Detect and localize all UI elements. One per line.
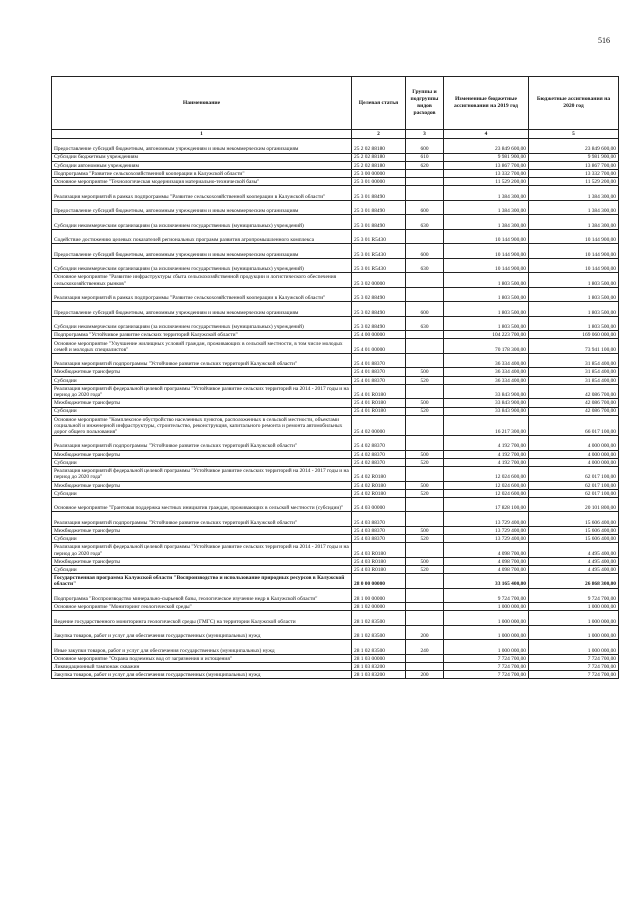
row-amount-2019-cell: 1 000 000,00: [444, 603, 529, 611]
row-name-cell: Закупка товаров, работ и услуг для обеспечения государственных (муниципальных) нужд: [52, 671, 352, 679]
table-row: [52, 535, 619, 543]
row-amount-2020-cell: 66 017 100,00: [529, 415, 619, 436]
row-amount-2019-cell: 13 332 700,00: [444, 169, 529, 177]
row-amount-2020-cell: 4 000 000,00: [529, 450, 619, 458]
row-amount-2020-cell: 62 017 100,00: [529, 467, 619, 482]
row-amount-2019-cell: 7 724 700,00: [444, 654, 529, 662]
row-amount-2020-cell: 62 017 100,00: [529, 481, 619, 489]
row-name-cell: Субсидии автономным учреждениям: [52, 161, 352, 169]
row-target-article-cell: 28 1 02 83500: [352, 611, 406, 626]
row-amount-2020-cell: 9 981 900,00: [529, 153, 619, 161]
row-amount-2019-cell: 1 803 500,00: [444, 302, 529, 317]
row-amount-2019-cell: 9 724 700,00: [444, 588, 529, 603]
row-name-cell: Ведение государственного мониторинга геологической среды (ГМГС) на территории Калужской области: [52, 611, 352, 626]
row-amount-2019-cell: 4 098 700,00: [444, 543, 529, 558]
row-name-cell: Субсидии: [52, 566, 352, 574]
row-amount-2020-cell: 26 868 300,00: [529, 574, 619, 589]
row-amount-2019-cell: 1 803 500,00: [444, 316, 529, 331]
table-row: [52, 139, 619, 154]
table-row: [52, 153, 619, 161]
row-name-cell: Субсидии некоммерческим организациям (за исключением государственных (муниципальных) учреждений): [52, 316, 352, 331]
table-row: [52, 512, 619, 527]
table-row: [52, 399, 619, 407]
row-expense-group-cell: 500: [406, 526, 444, 534]
row-amount-2020-cell: 15 606 400,00: [529, 512, 619, 527]
row-name-cell: Субсидии бюджетным учреждениям: [52, 153, 352, 161]
row-name-cell: Подпрограмма "Воспроизводство минерально-сырьевой базы, геологическое изучение недр в Калужской области": [52, 588, 352, 603]
row-target-article-cell: 28 0 00 00000: [352, 574, 406, 589]
row-amount-2019-cell: 10 144 900,00: [444, 229, 529, 244]
row-target-article-cell: 25 4 03 R0180: [352, 566, 406, 574]
row-amount-2019-cell: 1 000 000,00: [444, 611, 529, 626]
row-name-cell: Реализация мероприятий федеральной целевой программы "Устойчивое развитие сельских территорий на 2014 - 2017 годы и на период до 2020 года": [52, 467, 352, 482]
table-row: [52, 663, 619, 671]
row-expense-group-cell: 630: [406, 215, 444, 230]
row-amount-2020-cell: 10 144 900,00: [529, 258, 619, 273]
row-target-article-cell: 25 3 01 88490: [352, 215, 406, 230]
row-amount-2020-cell: 15 606 400,00: [529, 535, 619, 543]
row-name-cell: Межбюджетные трансферты: [52, 450, 352, 458]
row-amount-2019-cell: 1 384 300,00: [444, 200, 529, 215]
row-amount-2020-cell: 31 854 400,00: [529, 376, 619, 384]
row-target-article-cell: 25 3 02 88490: [352, 302, 406, 317]
row-amount-2020-cell: 1 384 300,00: [529, 215, 619, 230]
row-expense-group-cell: 630: [406, 316, 444, 331]
table-row: [52, 302, 619, 317]
row-name-cell: Межбюджетные трансферты: [52, 526, 352, 534]
row-name-cell: Ликвидационный тампонаж скважин: [52, 663, 352, 671]
row-amount-2020-cell: 13 332 700,00: [529, 169, 619, 177]
table-row: [52, 200, 619, 215]
table-row: [52, 169, 619, 177]
row-target-article-cell: 25 2 02 88180: [352, 139, 406, 154]
table-row: [52, 178, 619, 186]
row-expense-group-cell: 600: [406, 139, 444, 154]
table-row: [52, 161, 619, 169]
row-amount-2019-cell: 1 384 300,00: [444, 215, 529, 230]
row-target-article-cell: 28 1 00 00000: [352, 588, 406, 603]
row-amount-2020-cell: 7 724 700,00: [529, 654, 619, 662]
row-target-article-cell: 25 3 02 88490: [352, 316, 406, 331]
row-amount-2019-cell: 4 192 700,00: [444, 458, 529, 466]
row-name-cell: Межбюджетные трансферты: [52, 368, 352, 376]
row-amount-2020-cell: 1 000 000,00: [529, 603, 619, 611]
row-target-article-cell: 25 4 03 R0180: [352, 557, 406, 565]
row-target-article-cell: 25 4 02 88370: [352, 458, 406, 466]
row-amount-2020-cell: 4 495 400,00: [529, 566, 619, 574]
row-expense-group-cell: [406, 611, 444, 626]
column-number-row: [52, 130, 619, 139]
row-expense-group-cell: 500: [406, 399, 444, 407]
row-amount-2020-cell: 23 849 600,00: [529, 139, 619, 154]
row-name-cell: Основное мероприятие "Улучшение жилищных условий граждан, проживающих в сельской местности, в том числе молодых семей и молодых специалистов": [52, 339, 352, 354]
row-amount-2020-cell: 1 384 300,00: [529, 200, 619, 215]
row-expense-group-cell: 600: [406, 302, 444, 317]
row-name-cell: Субсидии: [52, 535, 352, 543]
row-amount-2019-cell: 12 024 600,00: [444, 467, 529, 482]
table-row: [52, 654, 619, 662]
row-name-cell: Субсидии: [52, 407, 352, 415]
row-amount-2020-cell: 1 384 300,00: [529, 186, 619, 201]
row-name-cell: Субсидии некоммерческим организациям (за исключением государственных (муниципальных) учреждений): [52, 215, 352, 230]
row-expense-group-cell: [406, 178, 444, 186]
row-target-article-cell: 28 1 02 83500: [352, 640, 406, 655]
row-amount-2020-cell: 1 803 500,00: [529, 287, 619, 302]
row-expense-group-cell: [406, 467, 444, 482]
row-amount-2019-cell: 33 843 900,00: [444, 399, 529, 407]
row-target-article-cell: 25 4 02 R0180: [352, 467, 406, 482]
row-name-cell: Предоставление субсидий бюджетным, автономным учреждениям и иным некоммерческим организациям: [52, 302, 352, 317]
row-target-article-cell: 28 1 03 00000: [352, 654, 406, 662]
row-amount-2019-cell: 16 217 300,00: [444, 415, 529, 436]
table-row: [52, 603, 619, 611]
row-amount-2019-cell: 1 000 000,00: [444, 640, 529, 655]
row-amount-2020-cell: 1 000 000,00: [529, 640, 619, 655]
row-amount-2020-cell: 10 144 900,00: [529, 229, 619, 244]
table-row: [52, 384, 619, 399]
row-expense-group-cell: [406, 654, 444, 662]
row-amount-2019-cell: 7 724 700,00: [444, 671, 529, 679]
table-row: [52, 376, 619, 384]
row-expense-group-cell: [406, 331, 444, 339]
row-target-article-cell: 25 4 03 88370: [352, 526, 406, 534]
row-amount-2019-cell: 1 000 000,00: [444, 625, 529, 640]
row-expense-group-cell: [406, 169, 444, 177]
row-target-article-cell: 25 4 00 00000: [352, 331, 406, 339]
column-number: 3: [406, 130, 444, 139]
row-target-article-cell: 25 4 03 88370: [352, 512, 406, 527]
table-row: [52, 353, 619, 368]
row-name-cell: Реализация мероприятий в рамках подпрограммы "Развитие сельскохозяйственной кооперации в Калужской области": [52, 287, 352, 302]
row-name-cell: Предоставление субсидий бюджетным, автономным учреждениям и иным некоммерческим организациям: [52, 244, 352, 259]
row-name-cell: Реализация мероприятий в рамках подпрограммы "Развитие сельскохозяйственной кооперации в Калужской области": [52, 186, 352, 201]
row-target-article-cell: 25 3 01 88490: [352, 186, 406, 201]
table-row: [52, 339, 619, 354]
row-target-article-cell: 25 4 01 00000: [352, 339, 406, 354]
table-row: [52, 671, 619, 679]
row-expense-group-cell: [406, 287, 444, 302]
header-target-article: Целевая статья: [352, 77, 406, 130]
row-name-cell: Содействие достижению целевых показателей региональных программ развития агропромышленного комплекса: [52, 229, 352, 244]
table-row: [52, 316, 619, 331]
header-expense-group: Группы и подгруппы видов расходов: [406, 77, 444, 130]
table-row: [52, 415, 619, 436]
row-amount-2019-cell: 36 334 400,00: [444, 368, 529, 376]
table-row: [52, 566, 619, 574]
row-amount-2019-cell: 33 165 400,00: [444, 574, 529, 589]
row-target-article-cell: 28 1 03 83200: [352, 671, 406, 679]
row-target-article-cell: 25 4 01 R0180: [352, 407, 406, 415]
row-amount-2020-cell: 9 724 700,00: [529, 588, 619, 603]
row-amount-2019-cell: 70 178 300,00: [444, 339, 529, 354]
table-row: [52, 258, 619, 273]
row-target-article-cell: 25 3 01 88490: [352, 200, 406, 215]
row-target-article-cell: 25 3 02 00000: [352, 273, 406, 288]
row-expense-group-cell: [406, 186, 444, 201]
row-expense-group-cell: [406, 229, 444, 244]
row-target-article-cell: 28 1 02 00000: [352, 603, 406, 611]
row-name-cell: Реализация мероприятий федеральной целевой программы "Устойчивое развитие сельских территорий на 2014 - 2017 годы и на период до 2020 года": [52, 384, 352, 399]
row-expense-group-cell: 620: [406, 161, 444, 169]
table-row: [52, 611, 619, 626]
row-expense-group-cell: 520: [406, 458, 444, 466]
row-amount-2019-cell: 36 334 400,00: [444, 353, 529, 368]
table-row: [52, 640, 619, 655]
row-amount-2019-cell: 12 024 600,00: [444, 489, 529, 497]
row-expense-group-cell: [406, 273, 444, 288]
table-row: [52, 588, 619, 603]
row-target-article-cell: 25 4 02 88370: [352, 450, 406, 458]
row-amount-2019-cell: 4 098 700,00: [444, 566, 529, 574]
row-amount-2020-cell: 20 101 800,00: [529, 497, 619, 512]
row-target-article-cell: 25 4 01 R0180: [352, 384, 406, 399]
row-expense-group-cell: 600: [406, 200, 444, 215]
table-row: [52, 543, 619, 558]
table-body: [52, 139, 619, 679]
row-name-cell: Межбюджетные трансферты: [52, 557, 352, 565]
row-amount-2020-cell: 1 803 500,00: [529, 316, 619, 331]
row-amount-2019-cell: 36 334 400,00: [444, 376, 529, 384]
row-expense-group-cell: 520: [406, 535, 444, 543]
row-amount-2020-cell: 4 495 400,00: [529, 543, 619, 558]
row-name-cell: Основное мероприятие "Технологическая модернизация материально-технической базы": [52, 178, 352, 186]
row-expense-group-cell: 610: [406, 153, 444, 161]
row-amount-2020-cell: 31 854 400,00: [529, 353, 619, 368]
row-name-cell: Субсидии: [52, 489, 352, 497]
row-amount-2019-cell: 4 192 700,00: [444, 450, 529, 458]
row-amount-2019-cell: 13 729 400,00: [444, 512, 529, 527]
row-amount-2019-cell: 4 192 700,00: [444, 436, 529, 451]
table-row: [52, 287, 619, 302]
row-name-cell: Субсидии: [52, 458, 352, 466]
row-name-cell: Основное мероприятие "Охрана подземных вод от загрязнения и истощения": [52, 654, 352, 662]
row-expense-group-cell: 500: [406, 450, 444, 458]
row-amount-2019-cell: 10 144 900,00: [444, 244, 529, 259]
row-expense-group-cell: [406, 436, 444, 451]
row-name-cell: Субсидии: [52, 376, 352, 384]
row-expense-group-cell: 240: [406, 640, 444, 655]
table-row: [52, 557, 619, 565]
row-name-cell: Иные закупки товаров, работ и услуг для обеспечения государственных (муниципальных) нужд: [52, 640, 352, 655]
row-name-cell: Государственная программа Калужской области "Воспроизводство и использование природных ресурсов в Калужской области": [52, 574, 352, 589]
table-row: [52, 526, 619, 534]
row-amount-2019-cell: 13 729 400,00: [444, 535, 529, 543]
table-row: [52, 497, 619, 512]
row-target-article-cell: 25 4 03 00000: [352, 497, 406, 512]
table-row: [52, 368, 619, 376]
row-target-article-cell: 25 4 02 R0180: [352, 489, 406, 497]
row-amount-2020-cell: 1 803 500,00: [529, 273, 619, 288]
row-expense-group-cell: 520: [406, 407, 444, 415]
row-amount-2019-cell: 23 849 600,00: [444, 139, 529, 154]
row-name-cell: Основное мероприятие "Комплексное обустройство населенных пунктов, расположенных в сельской местности, объектами социальной и инженерной инфраструктуры, строительство, реконструкция, капитального ремонта и ремонта автомобильных дорог общего пользования": [52, 415, 352, 436]
row-name-cell: Основное мероприятие "Мониторинг геологической среды": [52, 603, 352, 611]
row-name-cell: Межбюджетные трансферты: [52, 481, 352, 489]
header-budget-2020: Бюджетные ассигнования на 2020 год: [529, 77, 619, 130]
row-amount-2020-cell: 42 086 700,00: [529, 399, 619, 407]
row-amount-2019-cell: 1 803 500,00: [444, 273, 529, 288]
row-amount-2019-cell: 13 867 700,00: [444, 161, 529, 169]
row-amount-2020-cell: 42 086 700,00: [529, 407, 619, 415]
row-amount-2019-cell: 13 729 400,00: [444, 526, 529, 534]
row-name-cell: Предоставление субсидий бюджетным, автономным учреждениям и иным некоммерческим организациям: [52, 200, 352, 215]
row-expense-group-cell: [406, 588, 444, 603]
row-expense-group-cell: [406, 663, 444, 671]
table-row: [52, 625, 619, 640]
row-amount-2020-cell: 13 867 700,00: [529, 161, 619, 169]
row-target-article-cell: 25 3 02 88490: [352, 287, 406, 302]
row-name-cell: Субсидии некоммерческим организациям (за исключением государственных (муниципальных) учреждений): [52, 258, 352, 273]
row-target-article-cell: 25 4 02 88370: [352, 436, 406, 451]
row-target-article-cell: 25 3 01 R5430: [352, 244, 406, 259]
row-name-cell: Основное мероприятие "Грантовая поддержка местных инициатив граждан, проживающих в сельской местности (субсидии)": [52, 497, 352, 512]
budget-allocation-table: [51, 76, 619, 679]
column-number: 1: [52, 130, 352, 139]
row-expense-group-cell: 520: [406, 376, 444, 384]
table-row: [52, 481, 619, 489]
table-row: [52, 229, 619, 244]
row-target-article-cell: 28 1 03 83200: [352, 663, 406, 671]
table-row: [52, 331, 619, 339]
row-name-cell: Реализация мероприятий федеральной целевой программы "Устойчивое развитие сельских территорий на 2014 - 2017 годы и на период до 2020 года": [52, 543, 352, 558]
row-amount-2020-cell: 42 086 700,00: [529, 384, 619, 399]
row-target-article-cell: 25 4 02 00000: [352, 415, 406, 436]
row-expense-group-cell: [406, 384, 444, 399]
row-amount-2020-cell: 31 854 400,00: [529, 368, 619, 376]
row-amount-2020-cell: 4 000 000,00: [529, 458, 619, 466]
row-expense-group-cell: [406, 574, 444, 589]
row-amount-2020-cell: 73 941 100,00: [529, 339, 619, 354]
row-amount-2020-cell: 7 724 700,00: [529, 663, 619, 671]
row-name-cell: Межбюджетные трансферты: [52, 399, 352, 407]
row-target-article-cell: 25 4 01 88370: [352, 353, 406, 368]
row-amount-2020-cell: 7 724 700,00: [529, 671, 619, 679]
table-row: [52, 574, 619, 589]
row-amount-2019-cell: 104 223 700,00: [444, 331, 529, 339]
table-row: [52, 450, 619, 458]
row-name-cell: Реализация мероприятий подпрограммы "Устойчивое развитие сельских территорий Калужской области": [52, 353, 352, 368]
row-target-article-cell: 25 4 03 R0180: [352, 543, 406, 558]
row-expense-group-cell: 500: [406, 481, 444, 489]
table-row: [52, 215, 619, 230]
table-row: [52, 407, 619, 415]
row-amount-2020-cell: 10 144 900,00: [529, 244, 619, 259]
column-number: 4: [444, 130, 529, 139]
row-amount-2020-cell: 15 606 400,00: [529, 526, 619, 534]
row-amount-2019-cell: 17 828 100,00: [444, 497, 529, 512]
row-amount-2020-cell: 1 000 000,00: [529, 625, 619, 640]
row-amount-2020-cell: 1 000 000,00: [529, 611, 619, 626]
row-amount-2020-cell: 169 060 000,00: [529, 331, 619, 339]
table-row: [52, 489, 619, 497]
row-target-article-cell: 25 4 01 88370: [352, 368, 406, 376]
row-amount-2019-cell: 4 098 700,00: [444, 557, 529, 565]
table-row: [52, 244, 619, 259]
row-expense-group-cell: 630: [406, 258, 444, 273]
row-name-cell: Подпрограмма "Развитие сельскохозяйственной кооперации в Калужской области": [52, 169, 352, 177]
row-expense-group-cell: [406, 603, 444, 611]
row-amount-2019-cell: 11 529 200,00: [444, 178, 529, 186]
row-expense-group-cell: 520: [406, 489, 444, 497]
page-number: 516: [598, 36, 610, 45]
row-name-cell: Подпрограмма "Устойчивое развитие сельских территорий Калужской области": [52, 331, 352, 339]
column-number: 5: [529, 130, 619, 139]
row-expense-group-cell: [406, 353, 444, 368]
row-target-article-cell: 25 3 01 R5430: [352, 229, 406, 244]
row-target-article-cell: 25 3 01 R5430: [352, 258, 406, 273]
table-row: [52, 186, 619, 201]
row-amount-2020-cell: 62 017 100,00: [529, 489, 619, 497]
row-amount-2020-cell: 4 000 000,00: [529, 436, 619, 451]
column-number: 2: [352, 130, 406, 139]
row-expense-group-cell: 520: [406, 566, 444, 574]
row-name-cell: Основное мероприятие "Развитие инфраструктуры сбыта сельскохозяйственной продукции и логистического обеспечения сельскохозяйственных рынков": [52, 273, 352, 288]
row-target-article-cell: 25 4 01 88370: [352, 376, 406, 384]
row-amount-2019-cell: 33 843 900,00: [444, 384, 529, 399]
row-target-article-cell: 25 4 03 88370: [352, 535, 406, 543]
row-name-cell: Реализация мероприятий подпрограммы "Устойчивое развитие сельских территорий Калужской области": [52, 436, 352, 451]
table-row: [52, 467, 619, 482]
row-name-cell: Закупка товаров, работ и услуг для обеспечения государственных (муниципальных) нужд: [52, 625, 352, 640]
row-expense-group-cell: 600: [406, 244, 444, 259]
row-amount-2019-cell: 9 981 900,00: [444, 153, 529, 161]
row-amount-2020-cell: 4 495 400,00: [529, 557, 619, 565]
row-target-article-cell: 28 1 02 83500: [352, 625, 406, 640]
table-row: [52, 436, 619, 451]
row-name-cell: Предоставление субсидий бюджетным, автономным учреждениям и иным некоммерческим организациям: [52, 139, 352, 154]
table-row: [52, 458, 619, 466]
row-target-article-cell: 25 2 02 88180: [352, 153, 406, 161]
row-amount-2020-cell: 1 803 500,00: [529, 302, 619, 317]
row-amount-2019-cell: 1 803 500,00: [444, 287, 529, 302]
row-amount-2019-cell: 7 724 700,00: [444, 663, 529, 671]
row-amount-2019-cell: 33 843 900,00: [444, 407, 529, 415]
row-amount-2020-cell: 11 529 200,00: [529, 178, 619, 186]
row-name-cell: Реализация мероприятий подпрограммы "Устойчивое развитие сельских территорий Калужской области": [52, 512, 352, 527]
row-target-article-cell: 25 3 01 00000: [352, 178, 406, 186]
row-amount-2019-cell: 12 024 600,00: [444, 481, 529, 489]
row-expense-group-cell: 500: [406, 368, 444, 376]
row-target-article-cell: 25 3 00 00000: [352, 169, 406, 177]
row-amount-2019-cell: 10 144 900,00: [444, 258, 529, 273]
row-expense-group-cell: [406, 497, 444, 512]
row-target-article-cell: 25 2 02 88180: [352, 161, 406, 169]
row-expense-group-cell: [406, 339, 444, 354]
row-target-article-cell: 25 4 02 R0180: [352, 481, 406, 489]
header-name: Наименование: [52, 77, 352, 130]
row-target-article-cell: 25 4 01 R0180: [352, 399, 406, 407]
row-amount-2019-cell: 1 384 300,00: [444, 186, 529, 201]
row-expense-group-cell: [406, 543, 444, 558]
header-amended-2019: Измененные бюджетные ассигнования на 2019 год: [444, 77, 529, 130]
row-expense-group-cell: 200: [406, 625, 444, 640]
row-expense-group-cell: [406, 415, 444, 436]
row-expense-group-cell: 500: [406, 557, 444, 565]
row-expense-group-cell: [406, 512, 444, 527]
row-expense-group-cell: 200: [406, 671, 444, 679]
table-header-row: [52, 77, 619, 130]
table-row: [52, 273, 619, 288]
